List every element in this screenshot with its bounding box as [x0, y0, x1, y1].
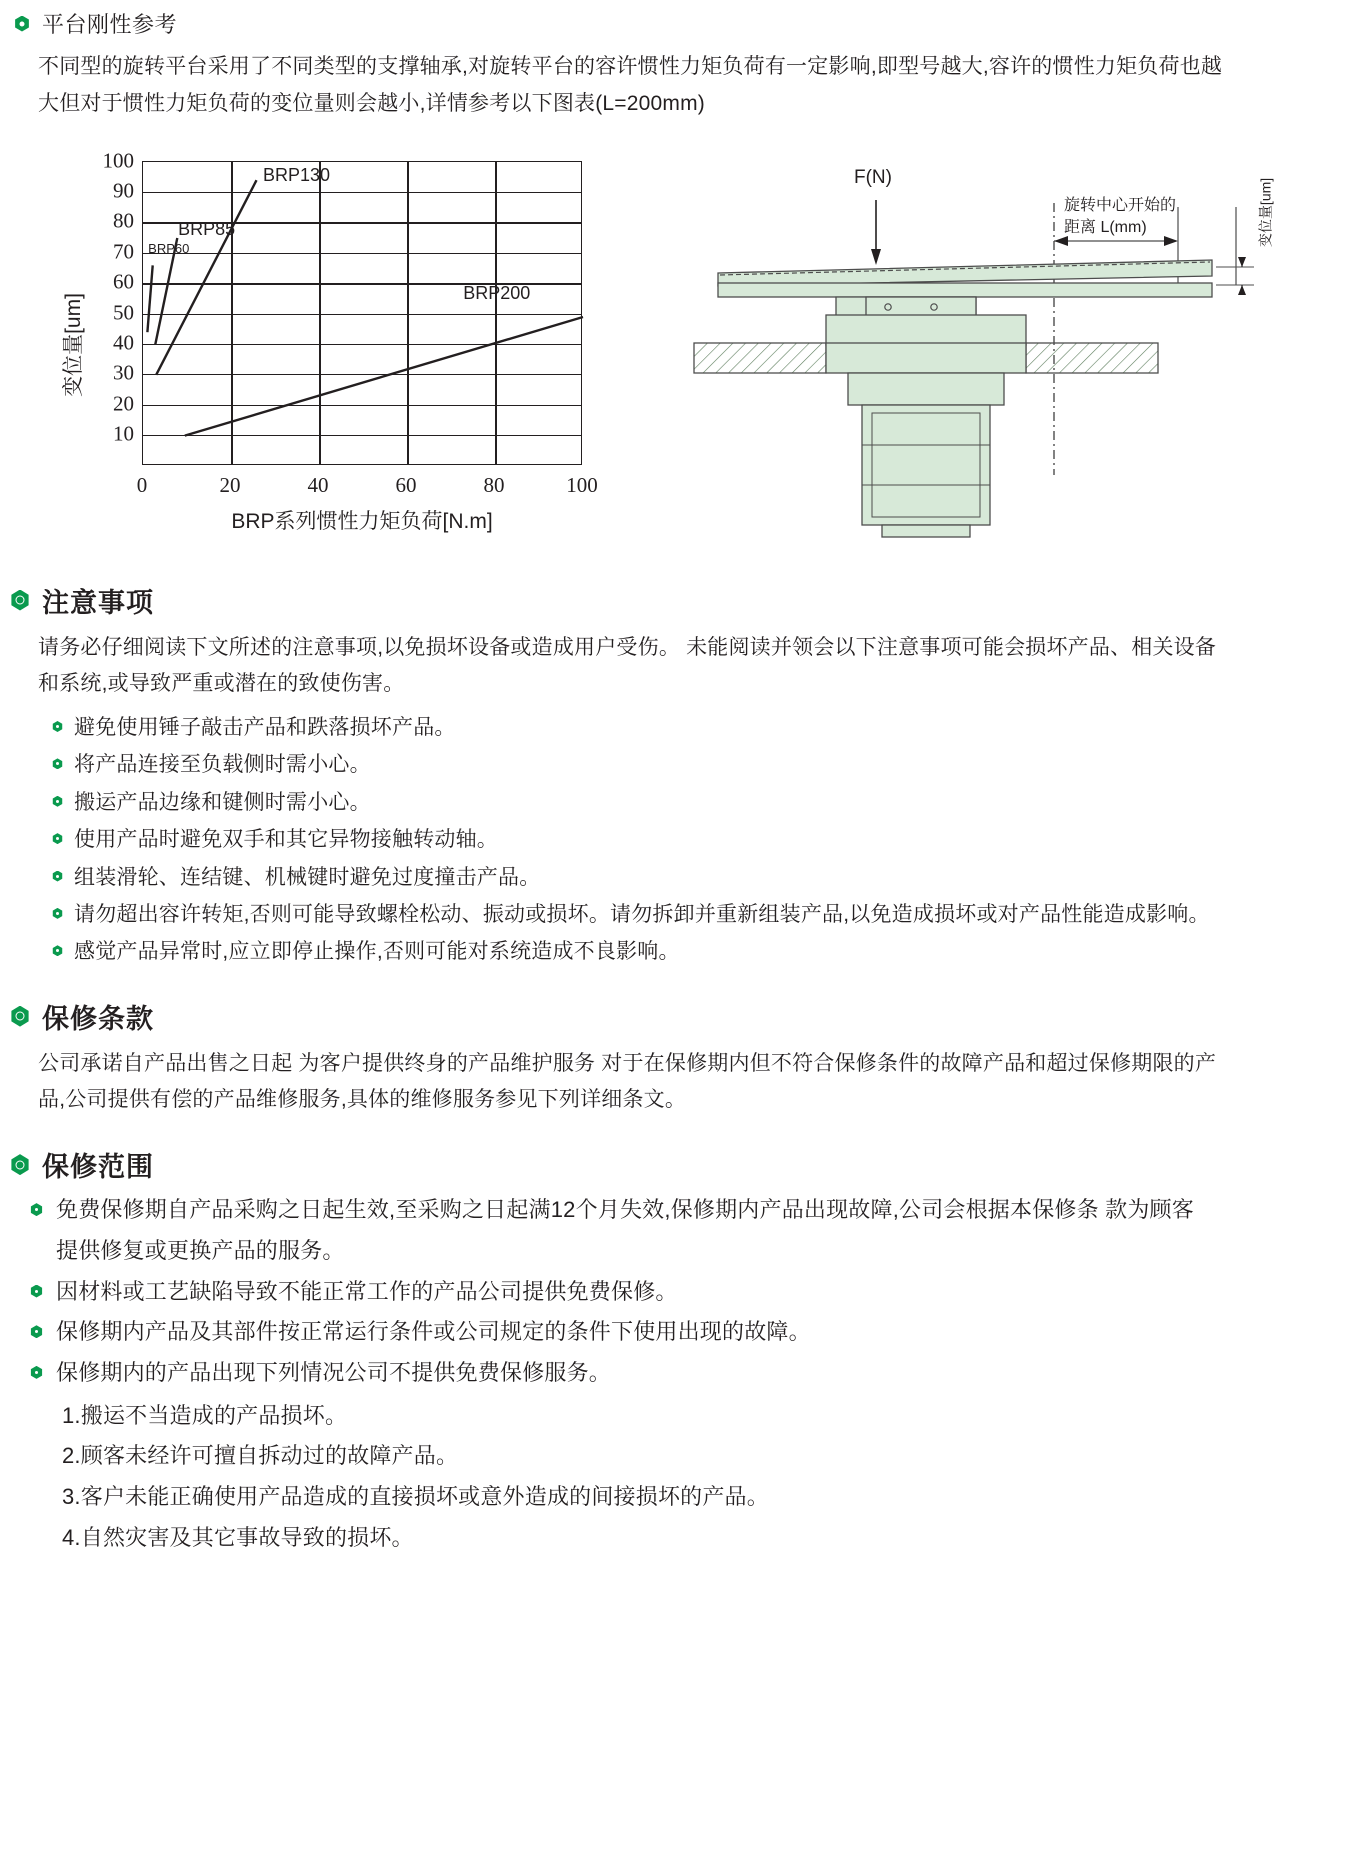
chart-series-label: BRP200	[463, 283, 531, 304]
chart-y-ticks	[88, 145, 140, 465]
chart-y-tick-label: 40	[113, 330, 134, 355]
section-title-rigidity: 平台刚性参考	[42, 12, 178, 37]
chart-gridline-horizontal	[143, 435, 581, 436]
paragraph-warranty-terms: 公司承诺自产品出售之日起 为客户提供终身的产品维护服务 对于在保修期内但不符合保修条件的故障产品和超过保修期限的产品,公司提供有偿的产品维修服务,具体的维修服务参见下列详细条文。	[38, 1051, 1217, 1112]
distance-label-line2: 距离 L(mm)	[1064, 218, 1147, 236]
hex-bullet-icon	[10, 1154, 30, 1175]
chart-y-tick-label: 50	[113, 300, 134, 324]
chart-series-label: BRP130	[263, 164, 331, 185]
warranty-scope-item: 因材料或工艺缺陷导致不能正常工作的产品公司提供免费保修。	[30, 1272, 1205, 1313]
hex-bullet-icon	[14, 16, 30, 32]
mechanical-diagram-svg	[676, 145, 1316, 555]
section-title-warranty-scope: 保修范围	[42, 1152, 154, 1183]
warranty-exclusion-item: 3.客户未能正确使用产品造成的直接损坏或意外造成的间接损坏的产品。	[62, 1483, 769, 1509]
chart-gridline-vertical	[319, 162, 321, 464]
chart-y-tick-label: 60	[113, 269, 134, 294]
distance-label-line1: 旋转中心开始的	[1064, 196, 1177, 214]
chart-gridline-vertical	[407, 162, 409, 464]
chart-y-tick-label: 90	[113, 178, 134, 203]
warranty-scope-sublist	[62, 1396, 1350, 1559]
warranty-scope-item: 保修期内的产品出现下列情况公司不提供免费保修服务。	[30, 1353, 1205, 1394]
warranty-exclusion-item: 1.搬运不当造成的产品损坏。	[62, 1402, 348, 1428]
chart-series-line	[185, 317, 583, 436]
chart-gridline-horizontal	[143, 374, 581, 375]
chart-gridline-horizontal	[143, 253, 581, 254]
chart-x-tick-label: 40	[307, 472, 329, 497]
displacement-label: 变位量[um]	[1257, 177, 1274, 247]
chart-x-tick-label: 0	[136, 472, 148, 497]
chart-gridline-vertical	[231, 162, 233, 464]
chart-x-ticks	[136, 471, 598, 501]
chart-y-tick-label: 10	[113, 421, 134, 446]
section-header-warranty-scope	[10, 1145, 1350, 1184]
chart-y-tick-label: 100	[102, 148, 134, 172]
chart-x-tick-label: 60	[395, 472, 417, 497]
paragraph-rigidity: 不同型的旋转平台采用了不同类型的支撑轴承,对旋转平台的容许惯性力矩负荷有一定影响,即型号越大,容许的惯性力矩负荷也越大但对于惯性力矩负荷的变位量则会越小,详情参考以下图表(L=200mm)	[38, 55, 1223, 115]
note-item: 请勿超出容许转矩,否则可能导致螺栓松动、振动或损坏。请勿拆卸并重新组装产品,以免造成损坏或对产品性能造成影响。	[52, 896, 1227, 933]
chart-y-axis-title: 变位量[um]	[62, 292, 85, 397]
force-label: F(N)	[854, 166, 892, 188]
section-title-warranty-terms: 保修条款	[42, 1003, 154, 1034]
warranty-exclusion-item: 4.自然灾害及其它事故导致的损坏。	[62, 1524, 414, 1550]
chart-x-tick-label: 100	[566, 472, 598, 497]
chart-y-tick-label: 30	[113, 360, 134, 385]
chart-gridline-vertical	[495, 162, 497, 464]
mechanical-diagram	[676, 145, 1316, 555]
hex-bullet-icon	[10, 1006, 30, 1027]
chart-series-line	[147, 265, 152, 332]
warranty-exclusion-item: 2.顾客未经许可擅自拆动过的故障产品。	[62, 1443, 459, 1469]
chart-gridline-horizontal	[143, 405, 581, 407]
note-item: 使用产品时避免双手和其它异物接触转动轴。	[52, 821, 1227, 858]
notes-list	[52, 709, 1350, 971]
section-header-warranty-terms	[10, 997, 1350, 1036]
paragraph-notes: 请务必仔细阅读下文所述的注意事项,以免损坏设备或造成用户受伤。 未能阅读并领会以下注意事项可能会损坏产品、相关设备和系统,或导致严重或潜在的致使伤害。	[38, 635, 1217, 696]
chart-y-tick-label: 20	[113, 391, 134, 416]
section-header-notes	[10, 581, 1350, 620]
chart-y-tick-label: 80	[113, 208, 134, 233]
chart-x-axis-title: BRP系列惯性力矩负荷[N.m]	[231, 509, 493, 533]
warranty-scope-item: 免费保修期自产品采购之日起生效,至采购之日起满12个月失效,保修期内产品出现故障,公司会根据本保修条 款为顾客提供修复或更换产品的服务。	[30, 1190, 1205, 1271]
chart-y-tick-label: 70	[113, 239, 134, 264]
note-item: 避免使用锤子敲击产品和跌落损坏产品。	[52, 709, 1227, 746]
note-item: 组装滑轮、连结键、机械键时避免过度撞击产品。	[52, 859, 1227, 896]
chart-series-label: BRP60	[148, 240, 190, 256]
section-header-rigidity	[14, 8, 1350, 39]
warranty-scope-list	[30, 1190, 1350, 1393]
note-item: 将产品连接至负载侧时需小心。	[52, 746, 1227, 783]
note-item: 感觉产品异常时,应立即停止操作,否则可能对系统造成不良影响。	[52, 933, 1227, 970]
chart-x-tick-label: 20	[219, 472, 241, 497]
warranty-scope-item: 保修期内产品及其部件按正常运行条件或公司规定的条件下使用出现的故障。	[30, 1312, 1205, 1353]
chart-series-label: BRP85	[178, 219, 236, 240]
rigidity-chart	[30, 145, 670, 555]
section-title-notes: 注意事项	[42, 587, 154, 618]
chart-gridline-horizontal	[143, 192, 581, 193]
hex-bullet-icon	[10, 590, 30, 611]
note-item: 搬运产品边缘和键侧时需小心。	[52, 784, 1227, 821]
chart-gridline-horizontal	[143, 314, 581, 315]
chart-x-tick-label: 80	[483, 472, 505, 497]
chart-gridline-horizontal	[143, 344, 581, 346]
chart-plot-area	[142, 161, 582, 465]
figure-row	[0, 145, 1350, 555]
